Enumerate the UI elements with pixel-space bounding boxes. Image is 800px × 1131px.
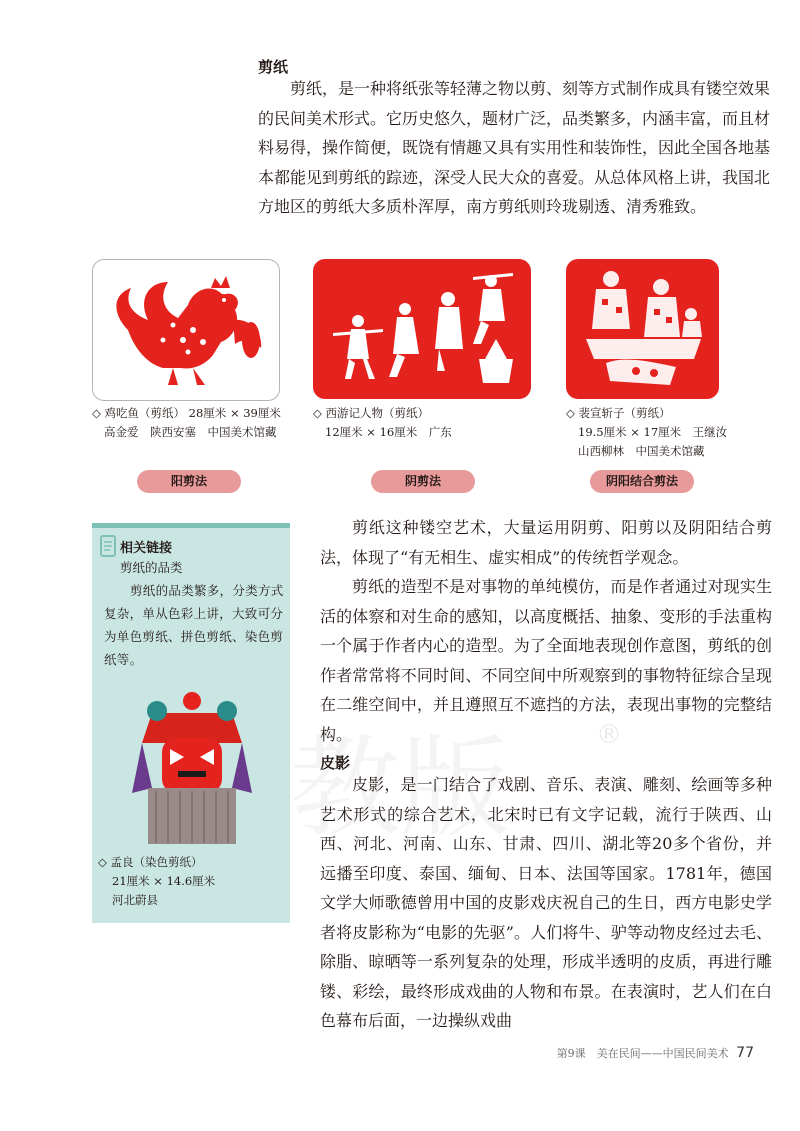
- section-heading-paper-cutting: 剪纸: [258, 58, 289, 76]
- pill-positive-cut: 阳剪法: [137, 470, 241, 493]
- section-heading-shadow-play: 皮影: [320, 754, 351, 772]
- caption-journey-west: [313, 404, 452, 442]
- caption-journey-west-line2: 12厘米 × 16厘米 广东: [325, 425, 452, 439]
- caption-pei-xuan: [566, 404, 727, 461]
- sidebar-subtitle: 剪纸的品类: [120, 560, 183, 575]
- pill-negative-cut: 阴剪法: [371, 470, 475, 493]
- note-icon: [100, 535, 118, 559]
- paragraph-modeling: 剪纸的造型不是对事物的单纯模仿，而是作者通过对现实生活的体察和对生命的感知，以高度概括、抽象、变形的手法重构一个属于作者内心的造型。为了全面地表现创作意图，剪纸的创作者常常将不同时间、不同空间中所观察到的事物特征综合呈现在二维空间中，并且遵照互不遮挡的方法，表现出事物的完整结构。: [320, 577, 772, 744]
- page-number: 77: [736, 1045, 754, 1061]
- sidebar-text: 剪纸的品类繁多，分类方式复杂，单从色彩上讲，大致可分为单色剪纸、拼色剪纸、染色剪纸等。: [104, 583, 284, 667]
- paragraph-hollow-art: 剪纸这种镂空艺术，大量运用阴剪、阳剪以及阴阳结合剪法，体现了“有无相生、虚实相成”的传统哲学观念。: [320, 518, 772, 567]
- caption-mengliang: [98, 853, 215, 910]
- caption-journey-west-line1: ◇ 西游记人物（剪纸）: [313, 406, 429, 420]
- caption-mengliang-line1: ◇ 孟良（染色剪纸）: [98, 855, 203, 869]
- caption-rooster-line1: ◇ 鸡吃鱼（剪纸） 28厘米 × 39厘米: [92, 406, 281, 420]
- caption-mengliang-line2: 21厘米 × 14.6厘米: [112, 874, 216, 888]
- page-footer: [557, 1045, 754, 1061]
- journey-west-papercut-image: [313, 259, 531, 399]
- rooster-papercut-image: [92, 259, 280, 401]
- registered-mark: ®: [596, 720, 622, 750]
- pei-xuan-papercut-image: [566, 259, 719, 399]
- caption-rooster-line2: 高金爱 陕西安塞 中国美术馆藏: [104, 425, 277, 439]
- pill-combined-cut: 阴阳结合剪法: [590, 470, 694, 493]
- caption-rooster: [92, 404, 281, 442]
- paragraph-shadow-play: 皮影，是一门结合了戏剧、音乐、表演、雕刻、绘画等多种艺术形式的综合艺术，北宋时已有文字记载，流行于陕西、山西、河北、河南、山东、甘肃、四川、湖北等20多个省份，并远播至印度、泰国、缅甸、日本、法国等国家。1781年，德国文学大师歌德曾用中国的皮影戏庆祝自己的生日，西方电影史学者将皮影称为“电影的先驱”。人们将牛、驴等动物皮经过去毛、除脂、晾晒等一系列复杂的处理，形成半透明的皮质，再进行雕镂、彩绘，最终形成戏曲的人物和布景。在表演时，艺人们在白色幕布后面，一边操纵戏曲: [320, 775, 772, 1030]
- mengliang-papercut-image: [122, 683, 262, 848]
- footer-lesson: 第9课 美在民间——中国民间美术: [556, 1047, 729, 1060]
- related-link-sidebar: [92, 523, 290, 923]
- sidebar-title: 相关链接: [120, 541, 173, 556]
- caption-pei-xuan-line2: 19.5厘米 × 17厘米 王继汝: [578, 425, 728, 439]
- caption-pei-xuan-line3: 山西柳林 中国美术馆藏: [578, 444, 705, 458]
- caption-mengliang-line3: 河北蔚县: [112, 893, 158, 907]
- caption-pei-xuan-line1: ◇ 裴宣斩子（剪纸）: [566, 406, 671, 420]
- sidebar-top-bar: [92, 523, 290, 528]
- intro-paragraph: 剪纸，是一种将纸张等轻薄之物以剪、刻等方式制作成具有镂空效果的民间美术形式。它历史悠久，题材广泛，品类繁多，内涵丰富，而且材料易得，操作简便，既饶有情趣又具有实用性和装饰性，因此全国各地基本都能见到剪纸的踪迹，深受人民大众的喜爱。从总体风格上讲，我国北方地区的剪纸大多质朴浑厚，南方剪纸则玲珑剔透、清秀雅致。: [258, 79, 771, 216]
